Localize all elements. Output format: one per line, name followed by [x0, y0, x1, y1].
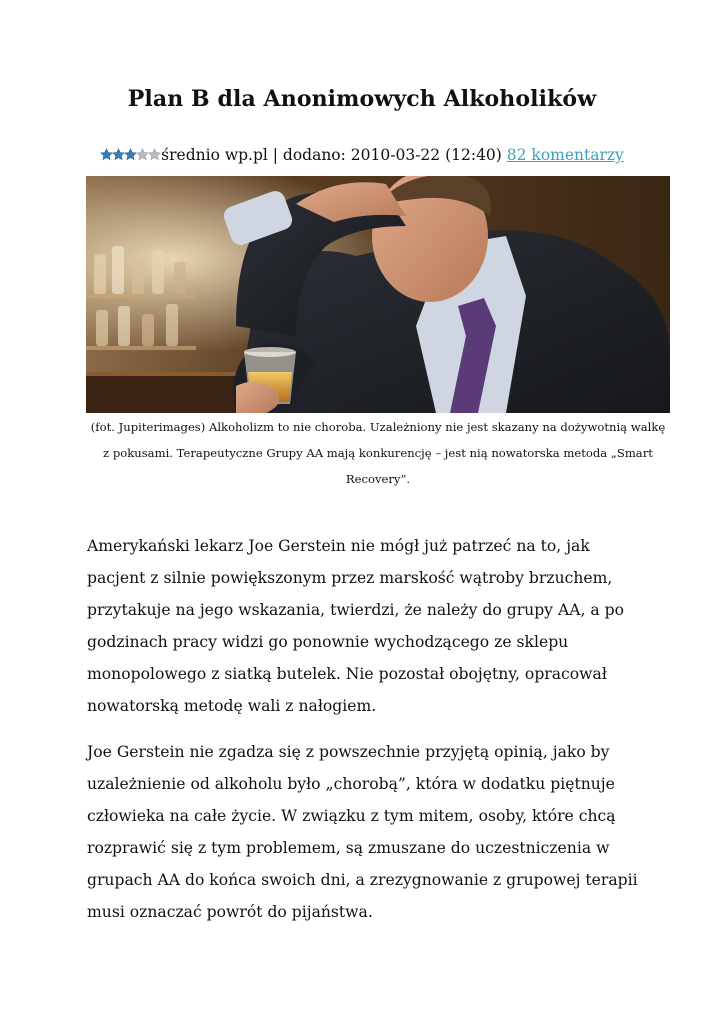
rating-stars — [100, 147, 160, 165]
article-photo — [86, 176, 670, 413]
paragraph: Amerykański lekarz Joe Gerstein nie mógł już patrzeć na to, jak pacjent z silnie powiększonym przez marskość wątroby brzuchem, przytakuje na jego wskazania, twierdzi, że należy do grupy AA, a po godzinach pracy widzi go ponownie wychodzącego ze sklepu monopolowego z siatką butelek. Nie pozostał obojętny, opracował nowatorską metodę wali z nałogiem. — [87, 537, 625, 715]
comments-link[interactable]: 82 komentarzy — [506, 146, 624, 164]
star-icon — [148, 148, 161, 161]
article-title: Plan B dla Anonimowych Alkoholików — [127, 86, 597, 112]
article-meta — [0, 146, 724, 165]
paragraph: Joe Gerstein nie zgadza się z powszechnie przyjętą opinią, jako by uzależnienie od alkoholu było „chorobą”, która w dodatku piętnuje człowieka na całe życie. W związku z tym mitem, osoby, które chcą rozprawić się z tym problemem, są zmuszane do uczestniczenia w grupach AA do końca swoich dni, a zrezygnowanie z grupowej terapii musi oznaczać powrót do pijaństwa. — [87, 743, 638, 921]
article-body — [87, 530, 647, 942]
photo-caption: (fot. Jupiterimages) Alkoholizm to nie choroba. Uzależniony nie jest skazany na dożywotnią walkę z pokusami. Terapeutyczne Grupy AA mają konkurencję – jest nią nowatorska metoda „Smart Recovery”. — [90, 420, 666, 486]
meta-text: średnio wp.pl | dodano: 2010-03-22 (12:40) — [161, 146, 507, 164]
photo-illustration — [86, 176, 670, 413]
